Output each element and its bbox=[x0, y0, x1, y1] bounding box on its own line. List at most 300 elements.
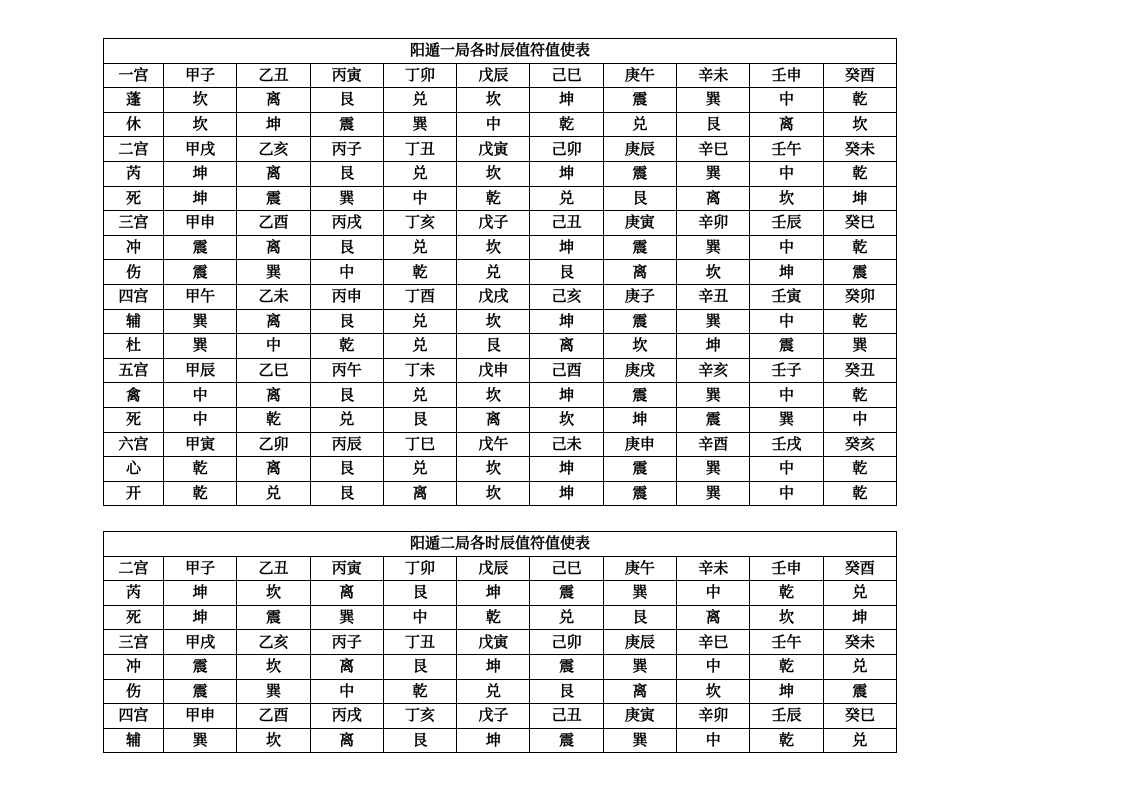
table-cell: 坤 bbox=[164, 161, 237, 186]
table-cell: 戊辰 bbox=[457, 556, 530, 581]
table-cell: 丙戌 bbox=[310, 211, 383, 236]
table-cell: 巽 bbox=[603, 654, 676, 679]
table-cell: 震 bbox=[603, 235, 676, 260]
table-cell: 癸巳 bbox=[823, 211, 896, 236]
table-cell: 丁巳 bbox=[383, 432, 456, 457]
table-cell: 坤 bbox=[237, 112, 310, 137]
table-cell: 离 bbox=[530, 334, 603, 359]
table-cell: 兑 bbox=[823, 728, 896, 753]
row-header-cell: 死 bbox=[104, 605, 164, 630]
table-cell: 戊午 bbox=[457, 432, 530, 457]
table-cell: 震 bbox=[823, 260, 896, 285]
table-title: 阳遁二局各时辰值符值使表 bbox=[104, 532, 897, 557]
row-header-cell: 芮 bbox=[104, 161, 164, 186]
table-cell: 震 bbox=[603, 383, 676, 408]
table-cell: 坤 bbox=[750, 679, 823, 704]
table-cell: 甲辰 bbox=[164, 358, 237, 383]
table-cell: 甲戌 bbox=[164, 137, 237, 162]
table-cell: 震 bbox=[164, 235, 237, 260]
table-cell: 离 bbox=[310, 581, 383, 606]
table-cell: 中 bbox=[164, 407, 237, 432]
row-header-cell: 休 bbox=[104, 112, 164, 137]
table-cell: 坎 bbox=[237, 581, 310, 606]
table-cell: 乾 bbox=[457, 186, 530, 211]
table-cell: 兑 bbox=[310, 407, 383, 432]
table-cell: 坎 bbox=[457, 235, 530, 260]
table-cell: 壬寅 bbox=[750, 284, 823, 309]
table-cell: 坎 bbox=[237, 654, 310, 679]
table-cell: 巽 bbox=[677, 309, 750, 334]
table-cell: 丙申 bbox=[310, 284, 383, 309]
table-cell: 巽 bbox=[603, 728, 676, 753]
table-cell: 癸巳 bbox=[823, 704, 896, 729]
table-cell: 庚午 bbox=[603, 556, 676, 581]
table-body bbox=[104, 63, 897, 506]
table-cell: 巽 bbox=[677, 161, 750, 186]
table-cell: 坤 bbox=[530, 481, 603, 506]
row-header-cell: 死 bbox=[104, 186, 164, 211]
table-cell: 壬辰 bbox=[750, 211, 823, 236]
table-cell: 中 bbox=[750, 481, 823, 506]
table-cell: 坤 bbox=[164, 605, 237, 630]
table-cell: 坤 bbox=[164, 581, 237, 606]
table-cell: 中 bbox=[383, 605, 456, 630]
table-cell: 辛卯 bbox=[677, 704, 750, 729]
table-cell: 戊子 bbox=[457, 211, 530, 236]
table-row bbox=[104, 581, 897, 606]
table-cell: 兑 bbox=[530, 605, 603, 630]
table-cell: 己亥 bbox=[530, 284, 603, 309]
table-cell: 乾 bbox=[383, 260, 456, 285]
row-header-cell: 开 bbox=[104, 481, 164, 506]
table-cell: 坎 bbox=[457, 457, 530, 482]
row-header-cell: 三宫 bbox=[104, 211, 164, 236]
table-cell: 巽 bbox=[237, 679, 310, 704]
table-cell: 离 bbox=[750, 112, 823, 137]
table-cell: 艮 bbox=[603, 186, 676, 211]
table-cell: 坎 bbox=[164, 88, 237, 113]
table-cell: 甲戌 bbox=[164, 630, 237, 655]
table-cell: 辛未 bbox=[677, 63, 750, 88]
table-cell: 乙卯 bbox=[237, 432, 310, 457]
table-cell: 乙未 bbox=[237, 284, 310, 309]
table-cell: 己巳 bbox=[530, 556, 603, 581]
table-cell: 兑 bbox=[383, 383, 456, 408]
table-cell: 兑 bbox=[383, 88, 456, 113]
table-cell: 艮 bbox=[310, 309, 383, 334]
table-cell: 坤 bbox=[530, 235, 603, 260]
table-cell: 巽 bbox=[164, 728, 237, 753]
table-cell: 丁丑 bbox=[383, 630, 456, 655]
table-cell: 丙子 bbox=[310, 630, 383, 655]
row-header-cell: 伤 bbox=[104, 260, 164, 285]
table-row bbox=[104, 235, 897, 260]
table-cell: 壬戌 bbox=[750, 432, 823, 457]
table-cell: 震 bbox=[677, 407, 750, 432]
table-row bbox=[104, 211, 897, 236]
table-cell: 震 bbox=[603, 88, 676, 113]
table-cell: 辛巳 bbox=[677, 137, 750, 162]
table-cell: 兑 bbox=[383, 309, 456, 334]
table-row bbox=[104, 358, 897, 383]
table-cell: 乾 bbox=[823, 309, 896, 334]
table-row bbox=[104, 112, 897, 137]
table-cell: 巽 bbox=[677, 481, 750, 506]
table-cell: 丙戌 bbox=[310, 704, 383, 729]
table-cell: 癸亥 bbox=[823, 432, 896, 457]
row-header-cell: 四宫 bbox=[104, 704, 164, 729]
table-cell: 庚子 bbox=[603, 284, 676, 309]
row-header-cell: 三宫 bbox=[104, 630, 164, 655]
table-cell: 中 bbox=[750, 88, 823, 113]
table-cell: 坤 bbox=[823, 605, 896, 630]
table-cell: 乾 bbox=[530, 112, 603, 137]
table-cell: 癸未 bbox=[823, 630, 896, 655]
table-cell: 巽 bbox=[677, 235, 750, 260]
table-cell: 坎 bbox=[823, 112, 896, 137]
table-cell: 艮 bbox=[310, 161, 383, 186]
table-cell: 兑 bbox=[823, 654, 896, 679]
table-cell: 艮 bbox=[310, 383, 383, 408]
table-cell: 艮 bbox=[457, 334, 530, 359]
table-cell: 乾 bbox=[823, 235, 896, 260]
table-cell: 兑 bbox=[823, 581, 896, 606]
table-row bbox=[104, 556, 897, 581]
table-body bbox=[104, 556, 897, 753]
row-header-cell: 五宫 bbox=[104, 358, 164, 383]
table-cell: 艮 bbox=[310, 88, 383, 113]
table-cell: 巽 bbox=[677, 383, 750, 408]
table-cell: 丙子 bbox=[310, 137, 383, 162]
table-cell: 壬辰 bbox=[750, 704, 823, 729]
table-cell: 艮 bbox=[310, 457, 383, 482]
table-cell: 戊寅 bbox=[457, 137, 530, 162]
table-cell: 乾 bbox=[823, 161, 896, 186]
row-header-cell: 死 bbox=[104, 407, 164, 432]
table-cell: 乾 bbox=[310, 334, 383, 359]
table-cell: 中 bbox=[383, 186, 456, 211]
table-cell: 艮 bbox=[530, 260, 603, 285]
table-cell: 兑 bbox=[457, 260, 530, 285]
table-cell: 丁亥 bbox=[383, 704, 456, 729]
table-cell: 震 bbox=[530, 728, 603, 753]
table-cell: 乾 bbox=[823, 383, 896, 408]
row-header-cell: 芮 bbox=[104, 581, 164, 606]
table-cell: 艮 bbox=[310, 235, 383, 260]
table-cell: 震 bbox=[530, 654, 603, 679]
table-cell: 乙巳 bbox=[237, 358, 310, 383]
table-cell: 坤 bbox=[823, 186, 896, 211]
row-header-cell: 四宫 bbox=[104, 284, 164, 309]
table-cell: 离 bbox=[237, 383, 310, 408]
table-cell: 离 bbox=[457, 407, 530, 432]
table-cell: 坎 bbox=[457, 309, 530, 334]
table-cell: 中 bbox=[750, 161, 823, 186]
row-header-cell: 禽 bbox=[104, 383, 164, 408]
table-cell: 己未 bbox=[530, 432, 603, 457]
table-cell: 巽 bbox=[677, 457, 750, 482]
table-cell: 丁亥 bbox=[383, 211, 456, 236]
table-cell: 离 bbox=[237, 161, 310, 186]
table-cell: 离 bbox=[603, 260, 676, 285]
table-cell: 兑 bbox=[603, 112, 676, 137]
table-cell: 震 bbox=[164, 654, 237, 679]
row-header-cell: 辅 bbox=[104, 309, 164, 334]
table-cell: 坤 bbox=[457, 581, 530, 606]
table-cell: 丁卯 bbox=[383, 556, 456, 581]
table-cell: 乾 bbox=[237, 407, 310, 432]
table-cell: 中 bbox=[164, 383, 237, 408]
table-cell: 离 bbox=[677, 605, 750, 630]
table-cell: 坎 bbox=[457, 161, 530, 186]
table-cell: 己巳 bbox=[530, 63, 603, 88]
table-cell: 离 bbox=[237, 457, 310, 482]
table-cell: 艮 bbox=[603, 605, 676, 630]
table-cell: 离 bbox=[237, 309, 310, 334]
table-cell: 震 bbox=[164, 679, 237, 704]
table-cell: 乙酉 bbox=[237, 704, 310, 729]
row-header-cell: 冲 bbox=[104, 235, 164, 260]
table-cell: 巽 bbox=[823, 334, 896, 359]
table-cell: 兑 bbox=[457, 679, 530, 704]
table-cell: 丙寅 bbox=[310, 63, 383, 88]
table-cell: 乾 bbox=[823, 88, 896, 113]
table-cell: 壬午 bbox=[750, 630, 823, 655]
table-cell: 辛酉 bbox=[677, 432, 750, 457]
table-cell: 兑 bbox=[383, 334, 456, 359]
table-cell: 离 bbox=[603, 679, 676, 704]
table-cell: 庚寅 bbox=[603, 704, 676, 729]
table-cell: 壬午 bbox=[750, 137, 823, 162]
table-cell: 中 bbox=[237, 334, 310, 359]
table-row bbox=[104, 407, 897, 432]
table-cell: 坤 bbox=[677, 334, 750, 359]
table-cell: 癸酉 bbox=[823, 63, 896, 88]
table-title-row bbox=[104, 532, 897, 557]
table-cell: 巽 bbox=[750, 407, 823, 432]
table-cell: 中 bbox=[750, 383, 823, 408]
table-cell: 坎 bbox=[164, 112, 237, 137]
table-cell: 巽 bbox=[310, 605, 383, 630]
table-cell: 震 bbox=[750, 334, 823, 359]
table-cell: 坤 bbox=[750, 260, 823, 285]
table-row bbox=[104, 605, 897, 630]
table-cell: 坎 bbox=[237, 728, 310, 753]
table-row bbox=[104, 630, 897, 655]
table-cell: 艮 bbox=[530, 679, 603, 704]
table-cell: 中 bbox=[750, 235, 823, 260]
table-cell: 震 bbox=[603, 161, 676, 186]
table-cell: 巽 bbox=[164, 334, 237, 359]
row-header-cell: 冲 bbox=[104, 654, 164, 679]
table-cell: 震 bbox=[164, 260, 237, 285]
table-cell: 乾 bbox=[164, 481, 237, 506]
table-cell: 中 bbox=[457, 112, 530, 137]
table-cell: 坤 bbox=[530, 309, 603, 334]
table-cell: 离 bbox=[677, 186, 750, 211]
table-cell: 坤 bbox=[603, 407, 676, 432]
table-row bbox=[104, 260, 897, 285]
table-cell: 坎 bbox=[677, 260, 750, 285]
table-cell: 乾 bbox=[750, 581, 823, 606]
table-cell: 乾 bbox=[750, 728, 823, 753]
table-cell: 中 bbox=[310, 260, 383, 285]
table-cell: 震 bbox=[603, 481, 676, 506]
table-row bbox=[104, 457, 897, 482]
table-cell: 兑 bbox=[530, 186, 603, 211]
table-cell: 坤 bbox=[530, 383, 603, 408]
table-cell: 兑 bbox=[383, 235, 456, 260]
table-cell: 震 bbox=[603, 309, 676, 334]
table-cell: 离 bbox=[383, 481, 456, 506]
table-cell: 艮 bbox=[383, 581, 456, 606]
table-cell: 艮 bbox=[383, 407, 456, 432]
table-cell: 丙寅 bbox=[310, 556, 383, 581]
table-row bbox=[104, 728, 897, 753]
table-title: 阳遁一局各时辰值符值使表 bbox=[104, 39, 897, 64]
table-cell: 坤 bbox=[457, 654, 530, 679]
table-cell: 中 bbox=[677, 728, 750, 753]
table-cell: 坤 bbox=[530, 457, 603, 482]
table-row bbox=[104, 284, 897, 309]
table-row bbox=[104, 161, 897, 186]
table-cell: 艮 bbox=[383, 728, 456, 753]
table-cell: 坎 bbox=[750, 605, 823, 630]
table-cell: 中 bbox=[310, 679, 383, 704]
table-cell: 坎 bbox=[457, 88, 530, 113]
table-cell: 乾 bbox=[457, 605, 530, 630]
table-cell: 壬申 bbox=[750, 556, 823, 581]
table-cell: 己卯 bbox=[530, 137, 603, 162]
table-cell: 震 bbox=[237, 186, 310, 211]
table-cell: 乙亥 bbox=[237, 137, 310, 162]
table-cell: 坤 bbox=[164, 186, 237, 211]
table-cell: 癸酉 bbox=[823, 556, 896, 581]
table-cell: 中 bbox=[750, 457, 823, 482]
table-cell: 辛丑 bbox=[677, 284, 750, 309]
table-row bbox=[104, 654, 897, 679]
table-cell: 庚寅 bbox=[603, 211, 676, 236]
table-cell: 艮 bbox=[677, 112, 750, 137]
table-cell: 丁卯 bbox=[383, 63, 456, 88]
table-cell: 甲子 bbox=[164, 63, 237, 88]
table-cell: 乾 bbox=[823, 481, 896, 506]
table-cell: 乙亥 bbox=[237, 630, 310, 655]
table-yangdun-ju-1 bbox=[103, 38, 897, 506]
table-row bbox=[104, 383, 897, 408]
table-cell: 坎 bbox=[457, 383, 530, 408]
table-cell: 戊寅 bbox=[457, 630, 530, 655]
table-cell: 震 bbox=[310, 112, 383, 137]
table-yangdun-ju-2 bbox=[103, 531, 897, 753]
table-cell: 己卯 bbox=[530, 630, 603, 655]
table-row bbox=[104, 432, 897, 457]
table-cell: 戊辰 bbox=[457, 63, 530, 88]
table-row bbox=[104, 88, 897, 113]
table-cell: 中 bbox=[823, 407, 896, 432]
table-cell: 庚戌 bbox=[603, 358, 676, 383]
table-cell: 丙辰 bbox=[310, 432, 383, 457]
table-cell: 巽 bbox=[383, 112, 456, 137]
table-cell: 离 bbox=[310, 654, 383, 679]
table-cell: 戊戌 bbox=[457, 284, 530, 309]
table-cell: 乾 bbox=[823, 457, 896, 482]
table-cell: 甲午 bbox=[164, 284, 237, 309]
table-cell: 庚午 bbox=[603, 63, 676, 88]
table-cell: 己酉 bbox=[530, 358, 603, 383]
table-cell: 巽 bbox=[603, 581, 676, 606]
table-cell: 庚辰 bbox=[603, 630, 676, 655]
table-cell: 震 bbox=[603, 457, 676, 482]
table-row bbox=[104, 137, 897, 162]
table-cell: 巽 bbox=[237, 260, 310, 285]
table-cell: 戊申 bbox=[457, 358, 530, 383]
table-cell: 坎 bbox=[677, 679, 750, 704]
row-header-cell: 伤 bbox=[104, 679, 164, 704]
table-cell: 甲寅 bbox=[164, 432, 237, 457]
table-cell: 丙午 bbox=[310, 358, 383, 383]
table-cell: 甲申 bbox=[164, 704, 237, 729]
table-cell: 壬申 bbox=[750, 63, 823, 88]
table-cell: 戊子 bbox=[457, 704, 530, 729]
table-row bbox=[104, 334, 897, 359]
table-cell: 中 bbox=[750, 309, 823, 334]
table-cell: 中 bbox=[677, 581, 750, 606]
table-row bbox=[104, 704, 897, 729]
table-cell: 辛亥 bbox=[677, 358, 750, 383]
table-cell: 艮 bbox=[383, 654, 456, 679]
table-cell: 震 bbox=[823, 679, 896, 704]
table-cell: 巽 bbox=[677, 88, 750, 113]
table-cell: 离 bbox=[237, 235, 310, 260]
row-header-cell: 二宫 bbox=[104, 137, 164, 162]
row-header-cell: 杜 bbox=[104, 334, 164, 359]
table-cell: 癸卯 bbox=[823, 284, 896, 309]
table-cell: 丁酉 bbox=[383, 284, 456, 309]
table-cell: 辛未 bbox=[677, 556, 750, 581]
table-cell: 坎 bbox=[603, 334, 676, 359]
table-cell: 辛巳 bbox=[677, 630, 750, 655]
table-cell: 中 bbox=[677, 654, 750, 679]
table-cell: 癸丑 bbox=[823, 358, 896, 383]
row-header-cell: 二宫 bbox=[104, 556, 164, 581]
table-cell: 坎 bbox=[457, 481, 530, 506]
table-cell: 震 bbox=[530, 581, 603, 606]
table-cell: 癸未 bbox=[823, 137, 896, 162]
table-cell: 甲子 bbox=[164, 556, 237, 581]
table-cell: 坤 bbox=[530, 88, 603, 113]
row-header-cell: 一宫 bbox=[104, 63, 164, 88]
table-cell: 震 bbox=[237, 605, 310, 630]
table-cell: 甲申 bbox=[164, 211, 237, 236]
table-cell: 乾 bbox=[750, 654, 823, 679]
table-cell: 兑 bbox=[383, 457, 456, 482]
row-header-cell: 六宫 bbox=[104, 432, 164, 457]
row-header-cell: 心 bbox=[104, 457, 164, 482]
table-cell: 坎 bbox=[530, 407, 603, 432]
table-cell: 己丑 bbox=[530, 211, 603, 236]
table-row bbox=[104, 679, 897, 704]
table-cell: 离 bbox=[237, 88, 310, 113]
row-header-cell: 蓬 bbox=[104, 88, 164, 113]
table-cell: 乙丑 bbox=[237, 556, 310, 581]
table-cell: 乙丑 bbox=[237, 63, 310, 88]
table-cell: 丁丑 bbox=[383, 137, 456, 162]
table-cell: 兑 bbox=[237, 481, 310, 506]
table-cell: 丁未 bbox=[383, 358, 456, 383]
table-cell: 艮 bbox=[310, 481, 383, 506]
table-cell: 辛卯 bbox=[677, 211, 750, 236]
